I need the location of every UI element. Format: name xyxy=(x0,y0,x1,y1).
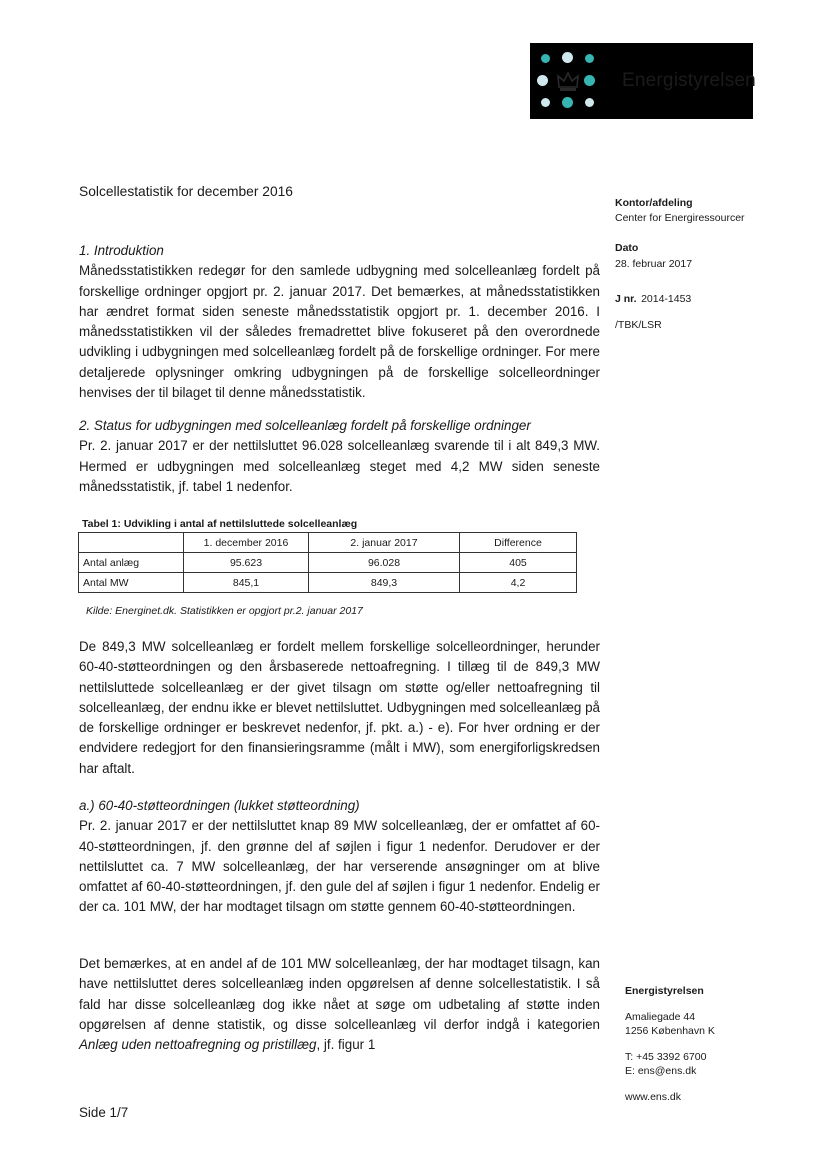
table-cell: 405 xyxy=(460,553,577,573)
jnr-label: J nr. xyxy=(615,293,637,305)
table-cell: Antal anlæg xyxy=(79,553,184,573)
table-cell: 849,3 xyxy=(309,573,460,593)
table-cell: 96.028 xyxy=(309,553,460,573)
crown-icon xyxy=(555,68,581,94)
table-cell: 845,1 xyxy=(184,573,309,593)
address-line-2: 1256 København K xyxy=(625,1025,715,1037)
table-1-caption: Tabel 1: Udvikling i antal af nettilsluttede solcelleanlæg xyxy=(82,518,358,530)
section-a-text: Pr. 2. januar 2017 er der nettilsluttet knap 89 MW solcelleanlæg, der er omfattet af 60-40-støtteordningen, jf. den grønne del af søjlen i figur 1 nedenfor. Derudover er der nettilsluttet ca. 7 MW solcelleanlæg, der har verserende ansøgninger om at blive omfattet af 60-40-støtteordningen, jf. den gule del af søjlen i figur 1 nedenfor. Endelig er der ca. 101 MW, der har modtaget tilsagn om støtte gennem 60-40-støtteordningen. xyxy=(79,818,600,915)
logo-dot-icon xyxy=(541,98,550,107)
section-a xyxy=(79,796,600,918)
logo-dot-icon xyxy=(541,54,550,63)
logo-dot-icon xyxy=(584,75,595,86)
document-title: Solcellestatistik for december 2016 xyxy=(79,184,293,199)
table-cell: 4,2 xyxy=(460,573,577,593)
paragraph-5 xyxy=(79,954,600,1055)
section-2-heading: 2. Status for udbygningen med solcelleanlæg fordelt på forskellige ordninger xyxy=(79,418,531,433)
website: www.ens.dk xyxy=(625,1091,682,1103)
table-1 xyxy=(78,532,577,593)
logo-dot-icon xyxy=(585,54,594,63)
logo-dot-icon xyxy=(562,52,573,63)
table-1-source: Kilde: Energinet.dk. Statistikken er opgjort pr.2. januar 2017 xyxy=(86,605,363,617)
address-line-1: Amaliegade 44 xyxy=(625,1011,696,1023)
section-1-heading: 1. Introduktion xyxy=(79,243,164,258)
logo-dot-icon xyxy=(585,98,594,107)
table-cell: 95.623 xyxy=(184,553,309,573)
table-header-cell xyxy=(79,533,184,553)
section-1-text: Månedsstatistikken redegør for den samlede udbygning med solcelleanlæg fordelt på forskellige ordninger opgjort pr. 2. januar 2017. Det bemærkes, at månedsstatistikken har ændret format siden seneste månedsstatistik opgjort pr. 1. december 2016. I månedsstatistikken vil der således fremadrettet blive fokuseret på den overordnede udvikling i udbygningen med solcelleanlæg fordelt på de forskellige ordninger. For mere detaljerede oplysninger omkring udbygningen på de forskellige solcelleordninger henvises der til bilaget til denne månedsstatistik. xyxy=(79,263,600,401)
journal-number xyxy=(615,289,691,307)
table-row xyxy=(79,573,577,593)
paragraph-3-text: De 849,3 MW solcelleanlæg er fordelt mellem forskellige solcelleordninger, herunder 60-40-støtteordningen og den årsbaserede nettoafregning. I tillæg til de 849,3 MW nettilsluttede solcelleanlæg er der givet tilsagn om støtte og/eller nettoafregning til solcelleanlæg, der endnu ikke er blevet nettilsluttet. Udbygningen med solcelleanlæg på de forskellige ordninger er beskrevet nedenfor, jf. pkt. a.) - e). For hver ordning er der endvidere redegjort for den finansieringsramme (målt i MW), som energiforligskredsen har aftalt. xyxy=(79,639,600,776)
logo-dot-icon xyxy=(537,75,548,86)
table-header-cell: 2. januar 2017 xyxy=(309,533,460,553)
energistyrelsen-logo xyxy=(530,43,756,119)
jnr-value: 2014-1453 xyxy=(641,293,692,305)
paragraph-5-tail: , jf. figur 1 xyxy=(316,1037,376,1053)
section-a-heading: a.) 60-40-støtteordningen (lukket støtteordning) xyxy=(79,798,360,813)
table-header-cell: 1. december 2016 xyxy=(184,533,309,553)
section-status xyxy=(79,416,600,497)
email: E: ens@ens.dk xyxy=(625,1065,697,1077)
section-introduction xyxy=(79,241,600,403)
page-number: Side 1/7 xyxy=(79,1105,129,1120)
phone: T: +45 3392 6700 xyxy=(625,1051,707,1063)
section-2-text: Pr. 2. januar 2017 er der nettilsluttet 96.028 solcelleanlæg svarende til i alt 849,3 MW. Hermed er udbygningen med solcelleanlæg steget med 4,2 MW siden seneste månedsstatistik, jf. tabel 1 nedenfor. xyxy=(79,438,600,494)
office-value: Center for Energiressourcer xyxy=(615,212,745,224)
date-label: Dato xyxy=(615,242,639,254)
table-cell: Antal MW xyxy=(79,573,184,593)
logo-dot-icon xyxy=(562,97,573,108)
table-header-cell: Difference xyxy=(460,533,577,553)
date-value: 28. februar 2017 xyxy=(615,258,693,270)
org-name: Energistyrelsen xyxy=(625,985,704,997)
logo-brand-text: Energistyrelsen xyxy=(622,70,756,91)
office-label: Kontor/afdeling xyxy=(615,197,693,209)
paragraph-5-text: Det bemærkes, at en andel af de 101 MW solcelleanlæg, der har modtaget tilsagn, kan have nettilsluttet deres solcelleanlæg inden opgørelsen af denne solcellestatistik. I så fald har disse solcelleanlæg dog ikke nået at søge om udbetaling af støtte inden opgørelsen af denne statistik, og disse solcelleanlæg vil derfor indgå i kategorien xyxy=(79,956,600,1032)
paragraph-note xyxy=(79,954,600,1055)
initials: /TBK/LSR xyxy=(615,319,662,331)
table-header-row xyxy=(79,533,577,553)
paragraph-5-italic: Anlæg uden nettoafregning og pristillæg xyxy=(79,1037,317,1053)
table-row xyxy=(79,553,577,573)
paragraph-distribution xyxy=(79,637,600,779)
